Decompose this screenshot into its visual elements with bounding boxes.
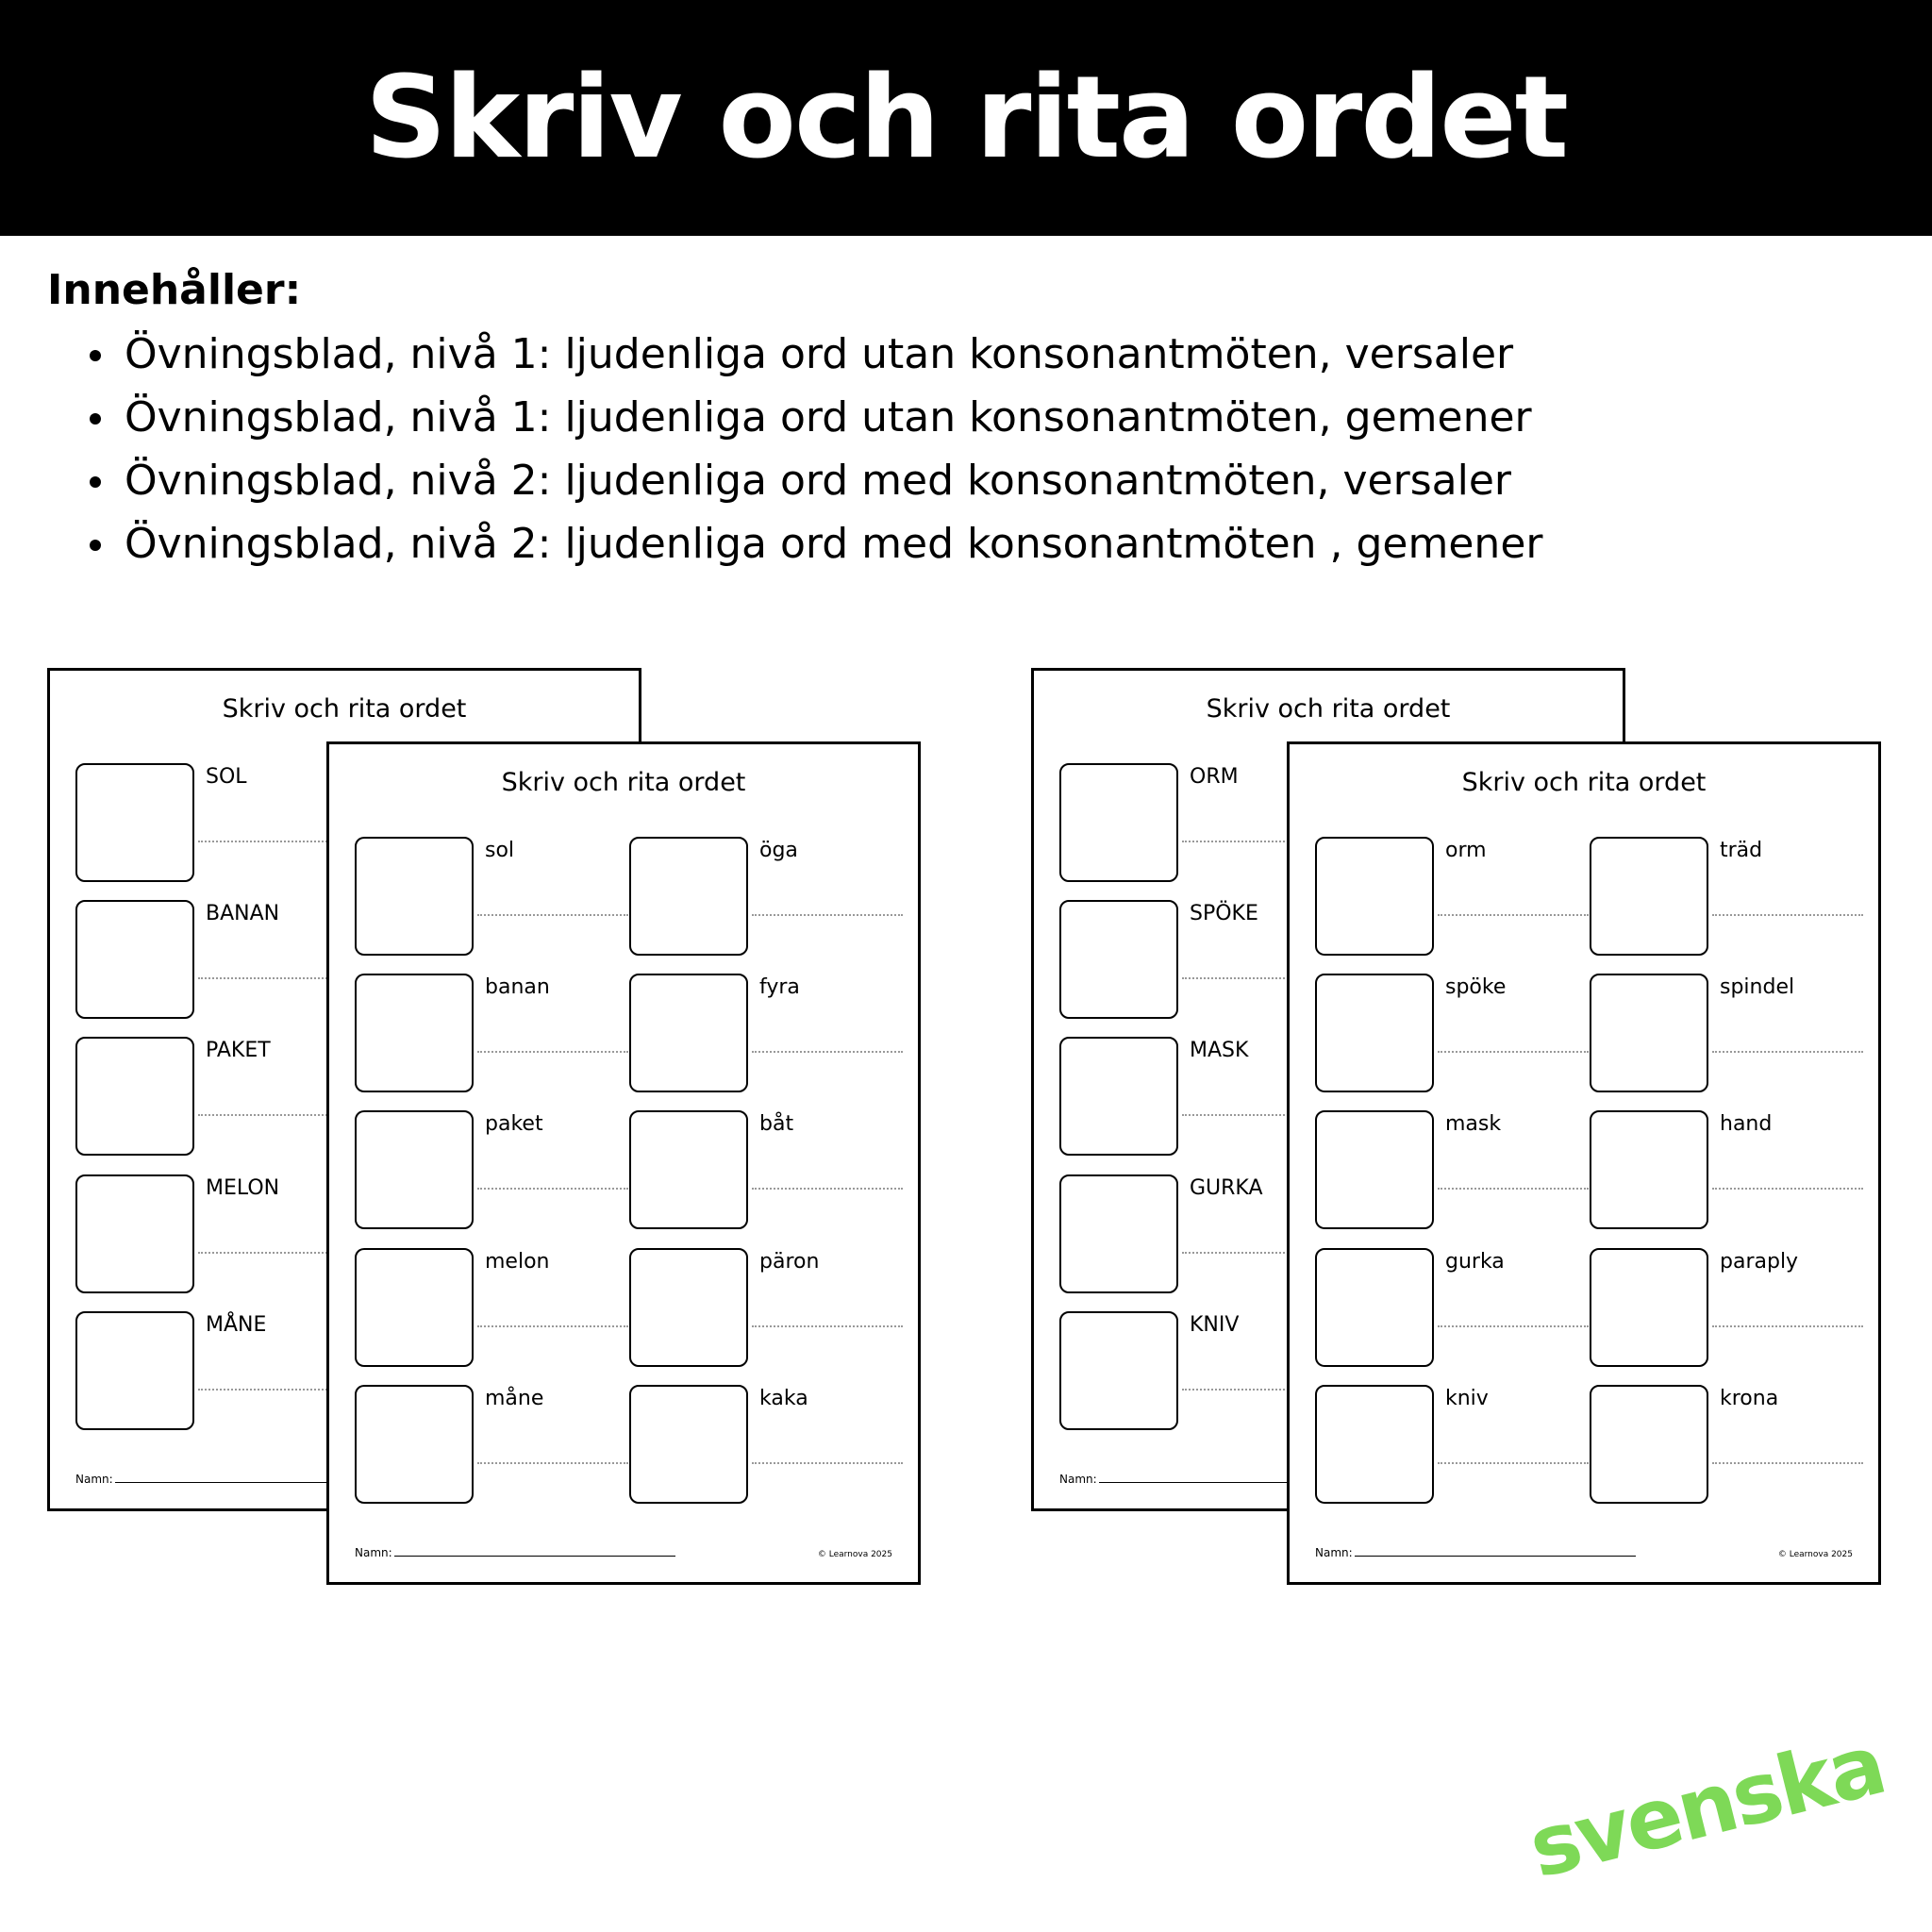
- worksheet-row: [629, 1385, 903, 1507]
- worksheet-word: päron: [759, 1250, 820, 1274]
- worksheet-word: kniv: [1445, 1387, 1489, 1410]
- contents-heading: Innehåller:: [47, 266, 302, 314]
- drawing-box: [1315, 1110, 1434, 1229]
- drawing-box: [629, 837, 748, 956]
- writing-line: [1438, 1051, 1589, 1053]
- writing-line: [477, 1188, 628, 1190]
- worksheet-row: [1059, 1174, 1314, 1297]
- worksheet-word: spöke: [1445, 975, 1507, 999]
- worksheet-row: [629, 1110, 903, 1233]
- worksheet-word: öga: [759, 839, 798, 862]
- drawing-box: [1059, 1311, 1178, 1430]
- worksheet-word: kaka: [759, 1387, 808, 1410]
- worksheet-row: [355, 1110, 628, 1233]
- writing-line: [477, 1462, 628, 1464]
- writing-line: [1712, 1462, 1863, 1464]
- drawing-box: [629, 1110, 748, 1229]
- drawing-box: [75, 1037, 194, 1156]
- worksheet-row: [1315, 1385, 1589, 1507]
- svenska-logo: [1520, 1715, 1893, 1897]
- worksheet-row: [629, 974, 903, 1096]
- drawing-box: [1590, 1110, 1708, 1229]
- drawing-box: [1590, 837, 1708, 956]
- title-banner: [0, 0, 1932, 236]
- page-title: Skriv och rita ordet: [364, 52, 1568, 184]
- drawing-box: [1059, 763, 1178, 882]
- worksheet-word: banan: [485, 975, 550, 999]
- worksheet-word: paket: [485, 1112, 543, 1136]
- copyright-notice: © Learnova 2025: [1777, 1550, 1853, 1559]
- worksheet-word: ORM: [1190, 765, 1239, 789]
- worksheet-word: KNIV: [1190, 1313, 1240, 1337]
- worksheet-row: [1059, 900, 1314, 1023]
- worksheet-word: sol: [485, 839, 515, 862]
- drawing-box: [1315, 974, 1434, 1092]
- drawing-box: [355, 1385, 474, 1504]
- worksheet-word: fyra: [759, 975, 800, 999]
- worksheet-row: [75, 1037, 330, 1159]
- writing-line: [752, 1051, 903, 1053]
- name-line: [1355, 1556, 1636, 1557]
- writing-line: [1712, 1051, 1863, 1053]
- worksheet-row: [75, 763, 330, 886]
- writing-line: [752, 914, 903, 916]
- worksheet-row: [1059, 763, 1314, 886]
- worksheet-title: Skriv och rita ordet: [1461, 768, 1707, 797]
- worksheet-row: [355, 974, 628, 1096]
- worksheet-word: PAKET: [206, 1039, 271, 1062]
- drawing-box: [355, 974, 474, 1092]
- worksheet-row: [1590, 1385, 1863, 1507]
- name-label: Namn:: [355, 1546, 392, 1559]
- copyright-notice: © Learnova 2025: [817, 1550, 892, 1559]
- writing-line: [198, 1114, 330, 1116]
- worksheet-row: [355, 1248, 628, 1371]
- drawing-box: [1590, 974, 1708, 1092]
- writing-line: [198, 977, 330, 979]
- worksheet-row: [355, 837, 628, 959]
- drawing-box: [1590, 1385, 1708, 1504]
- worksheet-row: [1315, 1110, 1589, 1233]
- worksheet-row: [75, 900, 330, 1023]
- drawing-box: [629, 974, 748, 1092]
- writing-line: [1438, 1325, 1589, 1327]
- worksheet-word: båt: [759, 1112, 794, 1136]
- drawing-box: [1059, 900, 1178, 1019]
- drawing-box: [75, 763, 194, 882]
- drawing-box: [1315, 1248, 1434, 1367]
- worksheet-row: [355, 1385, 628, 1507]
- worksheet-word: SPÖKE: [1190, 902, 1258, 925]
- name-line: [394, 1556, 675, 1557]
- drawing-box: [1059, 1037, 1178, 1156]
- worksheet-row: [75, 1311, 330, 1434]
- drawing-box: [1590, 1248, 1708, 1367]
- writing-line: [1438, 1462, 1589, 1464]
- drawing-box: [1315, 837, 1434, 956]
- writing-line: [1438, 1188, 1589, 1190]
- worksheet-title: Skriv och rita ordet: [501, 768, 746, 797]
- worksheet-row: [1315, 837, 1589, 959]
- logo-text: svenska: [1520, 1715, 1893, 1897]
- worksheet-title: Skriv och rita ordet: [1206, 694, 1451, 724]
- worksheet-row: [1590, 974, 1863, 1096]
- worksheet-row: [1059, 1037, 1314, 1159]
- worksheet-word: gurka: [1445, 1250, 1505, 1274]
- contents-list: [47, 330, 1543, 607]
- writing-line: [1712, 1188, 1863, 1190]
- name-field: [1315, 1541, 1636, 1559]
- worksheet-word: BANAN: [206, 902, 280, 925]
- worksheet-row: [629, 1248, 903, 1371]
- worksheet-word: orm: [1445, 839, 1487, 862]
- name-field: [355, 1541, 675, 1559]
- worksheet-word: MELON: [206, 1176, 280, 1200]
- worksheet-word: mask: [1445, 1112, 1502, 1136]
- worksheet-word: paraply: [1720, 1250, 1799, 1274]
- drawing-box: [355, 837, 474, 956]
- worksheet-row: [1590, 1110, 1863, 1233]
- drawing-box: [75, 900, 194, 1019]
- contents-item: Övningsblad, nivå 2: ljudenliga ord med konsonantmöten , gemener: [47, 512, 1542, 575]
- worksheet-row: [1315, 974, 1589, 1096]
- writing-line: [198, 1252, 330, 1254]
- worksheet-row: [1590, 837, 1863, 959]
- writing-line: [1712, 1325, 1863, 1327]
- drawing-box: [355, 1110, 474, 1229]
- drawing-box: [75, 1311, 194, 1430]
- writing-line: [752, 1462, 903, 1464]
- worksheet-word: hand: [1720, 1112, 1773, 1136]
- contents-item: Övningsblad, nivå 1: ljudenliga ord utan konsonantmöten, gemener: [47, 386, 1542, 449]
- worksheet-word: melon: [485, 1250, 550, 1274]
- name-label: Namn:: [1059, 1473, 1097, 1486]
- name-label: Namn:: [75, 1473, 113, 1486]
- writing-line: [752, 1188, 903, 1190]
- worksheet-word: krona: [1720, 1387, 1779, 1410]
- writing-line: [477, 1051, 628, 1053]
- worksheet-title: Skriv och rita ordet: [222, 694, 467, 724]
- contents-item: Övningsblad, nivå 1: ljudenliga ord utan konsonantmöten, versaler: [47, 323, 1542, 386]
- worksheet-word: SOL: [206, 765, 247, 789]
- writing-line: [1712, 914, 1863, 916]
- writing-line: [1438, 914, 1589, 916]
- worksheet-word: MÅNE: [206, 1313, 267, 1337]
- drawing-box: [629, 1248, 748, 1367]
- drawing-box: [629, 1385, 748, 1504]
- worksheet-word: träd: [1720, 839, 1763, 862]
- writing-line: [198, 841, 330, 842]
- worksheet-row: [75, 1174, 330, 1297]
- drawing-box: [355, 1248, 474, 1367]
- worksheet-row: [1590, 1248, 1863, 1371]
- contents-item: Övningsblad, nivå 2: ljudenliga ord med konsonantmöten, versaler: [47, 449, 1542, 512]
- worksheet-word: måne: [485, 1387, 544, 1410]
- drawing-box: [1059, 1174, 1178, 1293]
- writing-line: [477, 1325, 628, 1327]
- worksheet-word: spindel: [1720, 975, 1795, 999]
- worksheet-word: GURKA: [1190, 1176, 1263, 1200]
- worksheet-row: [1059, 1311, 1314, 1434]
- worksheet-row: [629, 837, 903, 959]
- writing-line: [198, 1389, 330, 1391]
- worksheet-row: [1315, 1248, 1589, 1371]
- name-label: Namn:: [1315, 1546, 1353, 1559]
- drawing-box: [75, 1174, 194, 1293]
- writing-line: [752, 1325, 903, 1327]
- worksheet-word: MASK: [1190, 1039, 1249, 1062]
- worksheet-front-level1: [326, 741, 921, 1585]
- worksheet-front-level2: [1287, 741, 1881, 1585]
- drawing-box: [1315, 1385, 1434, 1504]
- writing-line: [477, 914, 628, 916]
